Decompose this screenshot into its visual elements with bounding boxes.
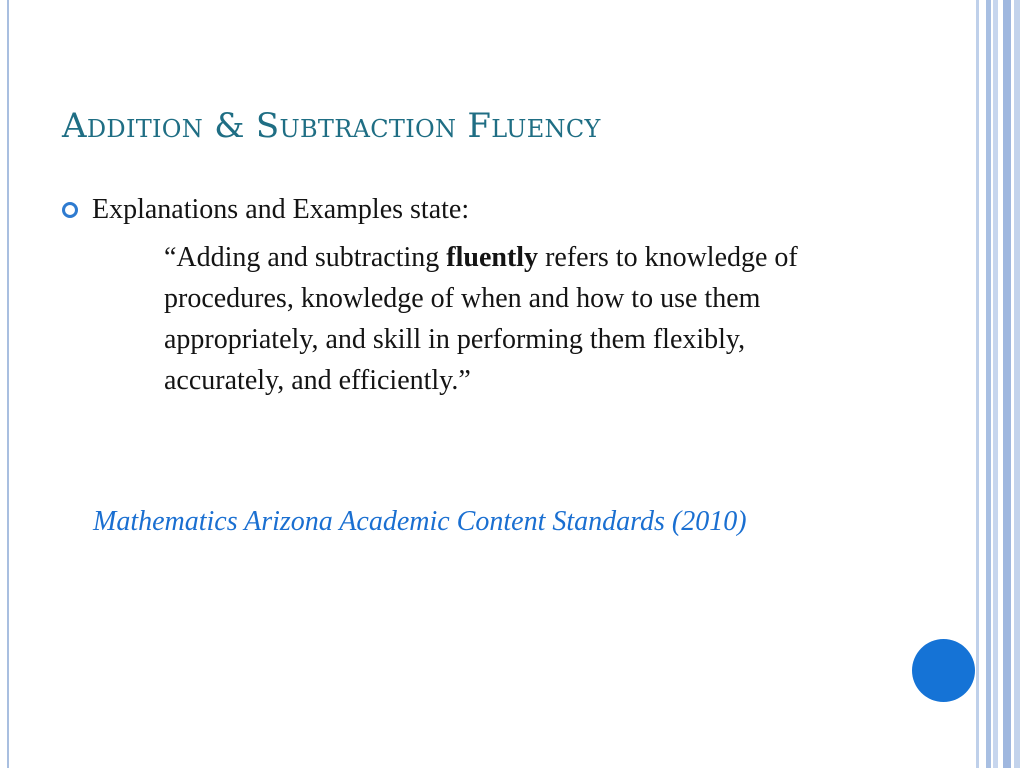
right-border-stripe bbox=[1014, 0, 1020, 768]
right-border-stripe bbox=[1003, 0, 1011, 768]
bullet-text: Explanations and Examples state: bbox=[92, 194, 470, 225]
right-border-stripe bbox=[993, 0, 998, 768]
right-border-stripe bbox=[976, 0, 979, 768]
citation-source: Mathematics Arizona Academic Content Standards (2010) bbox=[93, 506, 747, 537]
quote-text-start: “Adding and subtracting bbox=[164, 242, 447, 273]
right-border-stripe bbox=[986, 0, 991, 768]
slide-title: Addition & Subtraction Fluency bbox=[62, 106, 601, 146]
left-border-line bbox=[7, 0, 9, 768]
quote-bold-word: fluently bbox=[446, 242, 539, 273]
bullet-circle-icon bbox=[62, 202, 78, 218]
decorative-circle bbox=[912, 639, 975, 702]
quote-text bbox=[164, 237, 864, 401]
quote-text-end: refers to knowledge of procedures, knowledge of when and how to use them appropriately, and skill in performing them flexibly, accurately, and efficiently.” bbox=[164, 242, 798, 396]
